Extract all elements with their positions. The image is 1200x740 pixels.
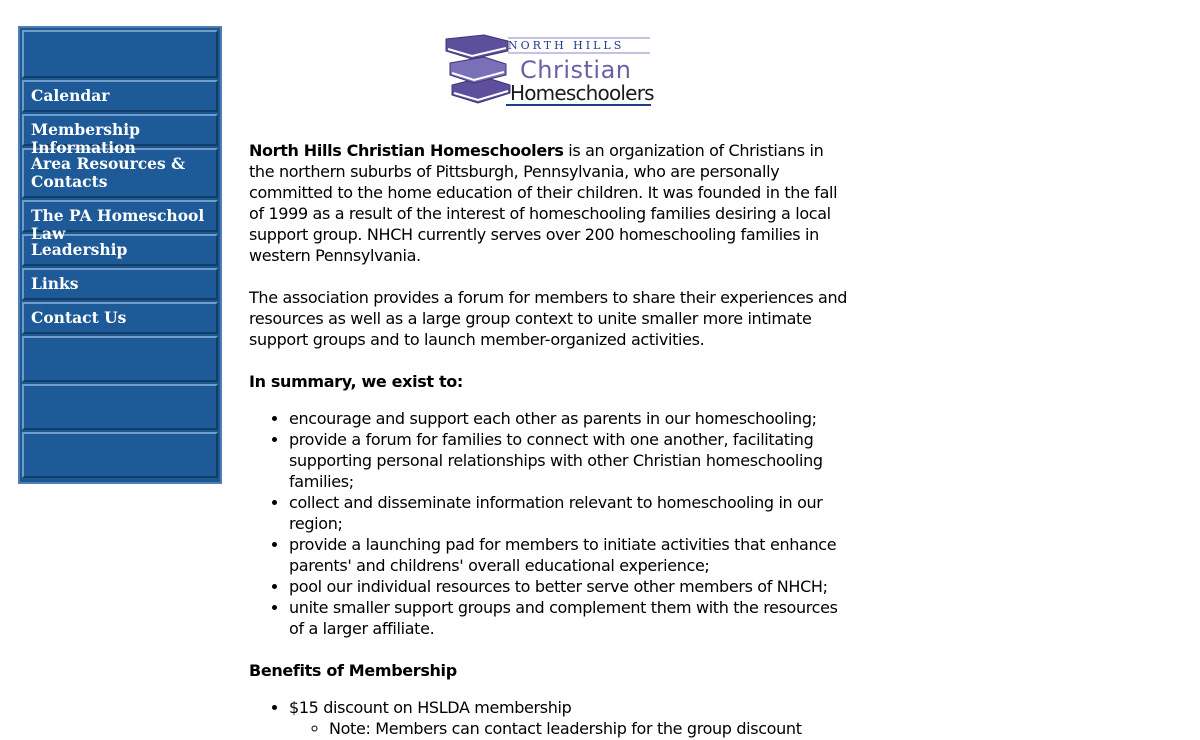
sidebar-blank-cell (22, 432, 218, 478)
sidebar-item-membership-information[interactable] (22, 114, 218, 157)
list-item: • pool our individual resources to better serve other members of NHCH; (289, 576, 849, 597)
list-item: • collect and disseminate information relevant to homeschooling in our region; (289, 492, 849, 534)
sidebar-item-contact-us[interactable] (22, 302, 218, 334)
sidebar-blank-cell (22, 30, 218, 78)
sidebar-item-links[interactable] (22, 268, 218, 300)
sidebar-blank-cell (22, 384, 218, 430)
sidebar-blank-cell (22, 336, 218, 382)
sidebar-link-links[interactable]: Links (31, 274, 79, 293)
sidebar-link-calendar[interactable]: Calendar (31, 86, 110, 105)
sidebar-item-area-resources[interactable] (22, 148, 218, 198)
main-content (249, 140, 849, 740)
sidebar-item-pa-homeschool-law[interactable] (22, 200, 218, 243)
list-item: • provide a launching pad for members to initiate activities that enhance parents' and childrens' overall educational experience; (289, 534, 849, 576)
sidebar-link-area-resources[interactable]: Area Resources & Contacts (31, 154, 186, 191)
org-name: North Hills Christian Homeschoolers (249, 141, 564, 160)
summary-heading: In summary, we exist to: (249, 372, 463, 391)
benefit-text: $15 discount on HSLDA membership (289, 698, 572, 717)
logo-top-text: NORTH HILLS (508, 39, 625, 52)
book-stack-icon (446, 35, 510, 103)
sidebar-link-leadership[interactable]: Leadership (31, 240, 128, 259)
benefits-list (249, 697, 849, 739)
benefits-heading: Benefits of Membership (249, 661, 457, 680)
list-item (289, 697, 849, 739)
sidebar-link-pa-homeschool-law[interactable]: The PA Homeschool Law (31, 206, 205, 243)
benefit-sub-list (289, 718, 849, 739)
logo-bottom-text: Homeschoolers (510, 81, 654, 105)
intro-paragraph (249, 140, 849, 266)
sidebar-link-membership-information[interactable]: Membership Information (31, 120, 141, 157)
association-paragraph: The association provides a forum for members to share their experiences and resources as well as a large group context to unite smaller more intimate support groups and to launch member-organized activities. (249, 288, 848, 349)
list-item: • provide a forum for families to connect with one another, facilitating supporting personal relationships with other Christian homeschooling families; (289, 429, 849, 492)
sidebar-nav (18, 26, 222, 484)
list-item: • unite smaller support groups and complement them with the resources of a larger affiliate. (289, 597, 849, 639)
list-item: • encourage and support each other as parents in our homeschooling; (289, 408, 849, 429)
summary-list (249, 408, 849, 639)
benefit-note: ◦ Note: Members can contact leadership for the group discount (329, 718, 849, 739)
books-logo-icon (444, 33, 656, 111)
logo-middle-text: Christian (520, 56, 632, 84)
sidebar-link-contact-us[interactable]: Contact Us (31, 308, 127, 327)
sidebar-item-calendar[interactable] (22, 80, 218, 112)
site-logo[interactable] (444, 33, 656, 111)
intro-text: is an organization of Christians in the northern suburbs of Pittsburgh, Pennsylvania, who are personally committed to the home education of their children. It was founded in the fall of 1999 as a result of the interest of homeschooling families desiring a local support group. NHCH currently serves over 200 homeschooling families in western Pennsylvania. (249, 141, 838, 265)
